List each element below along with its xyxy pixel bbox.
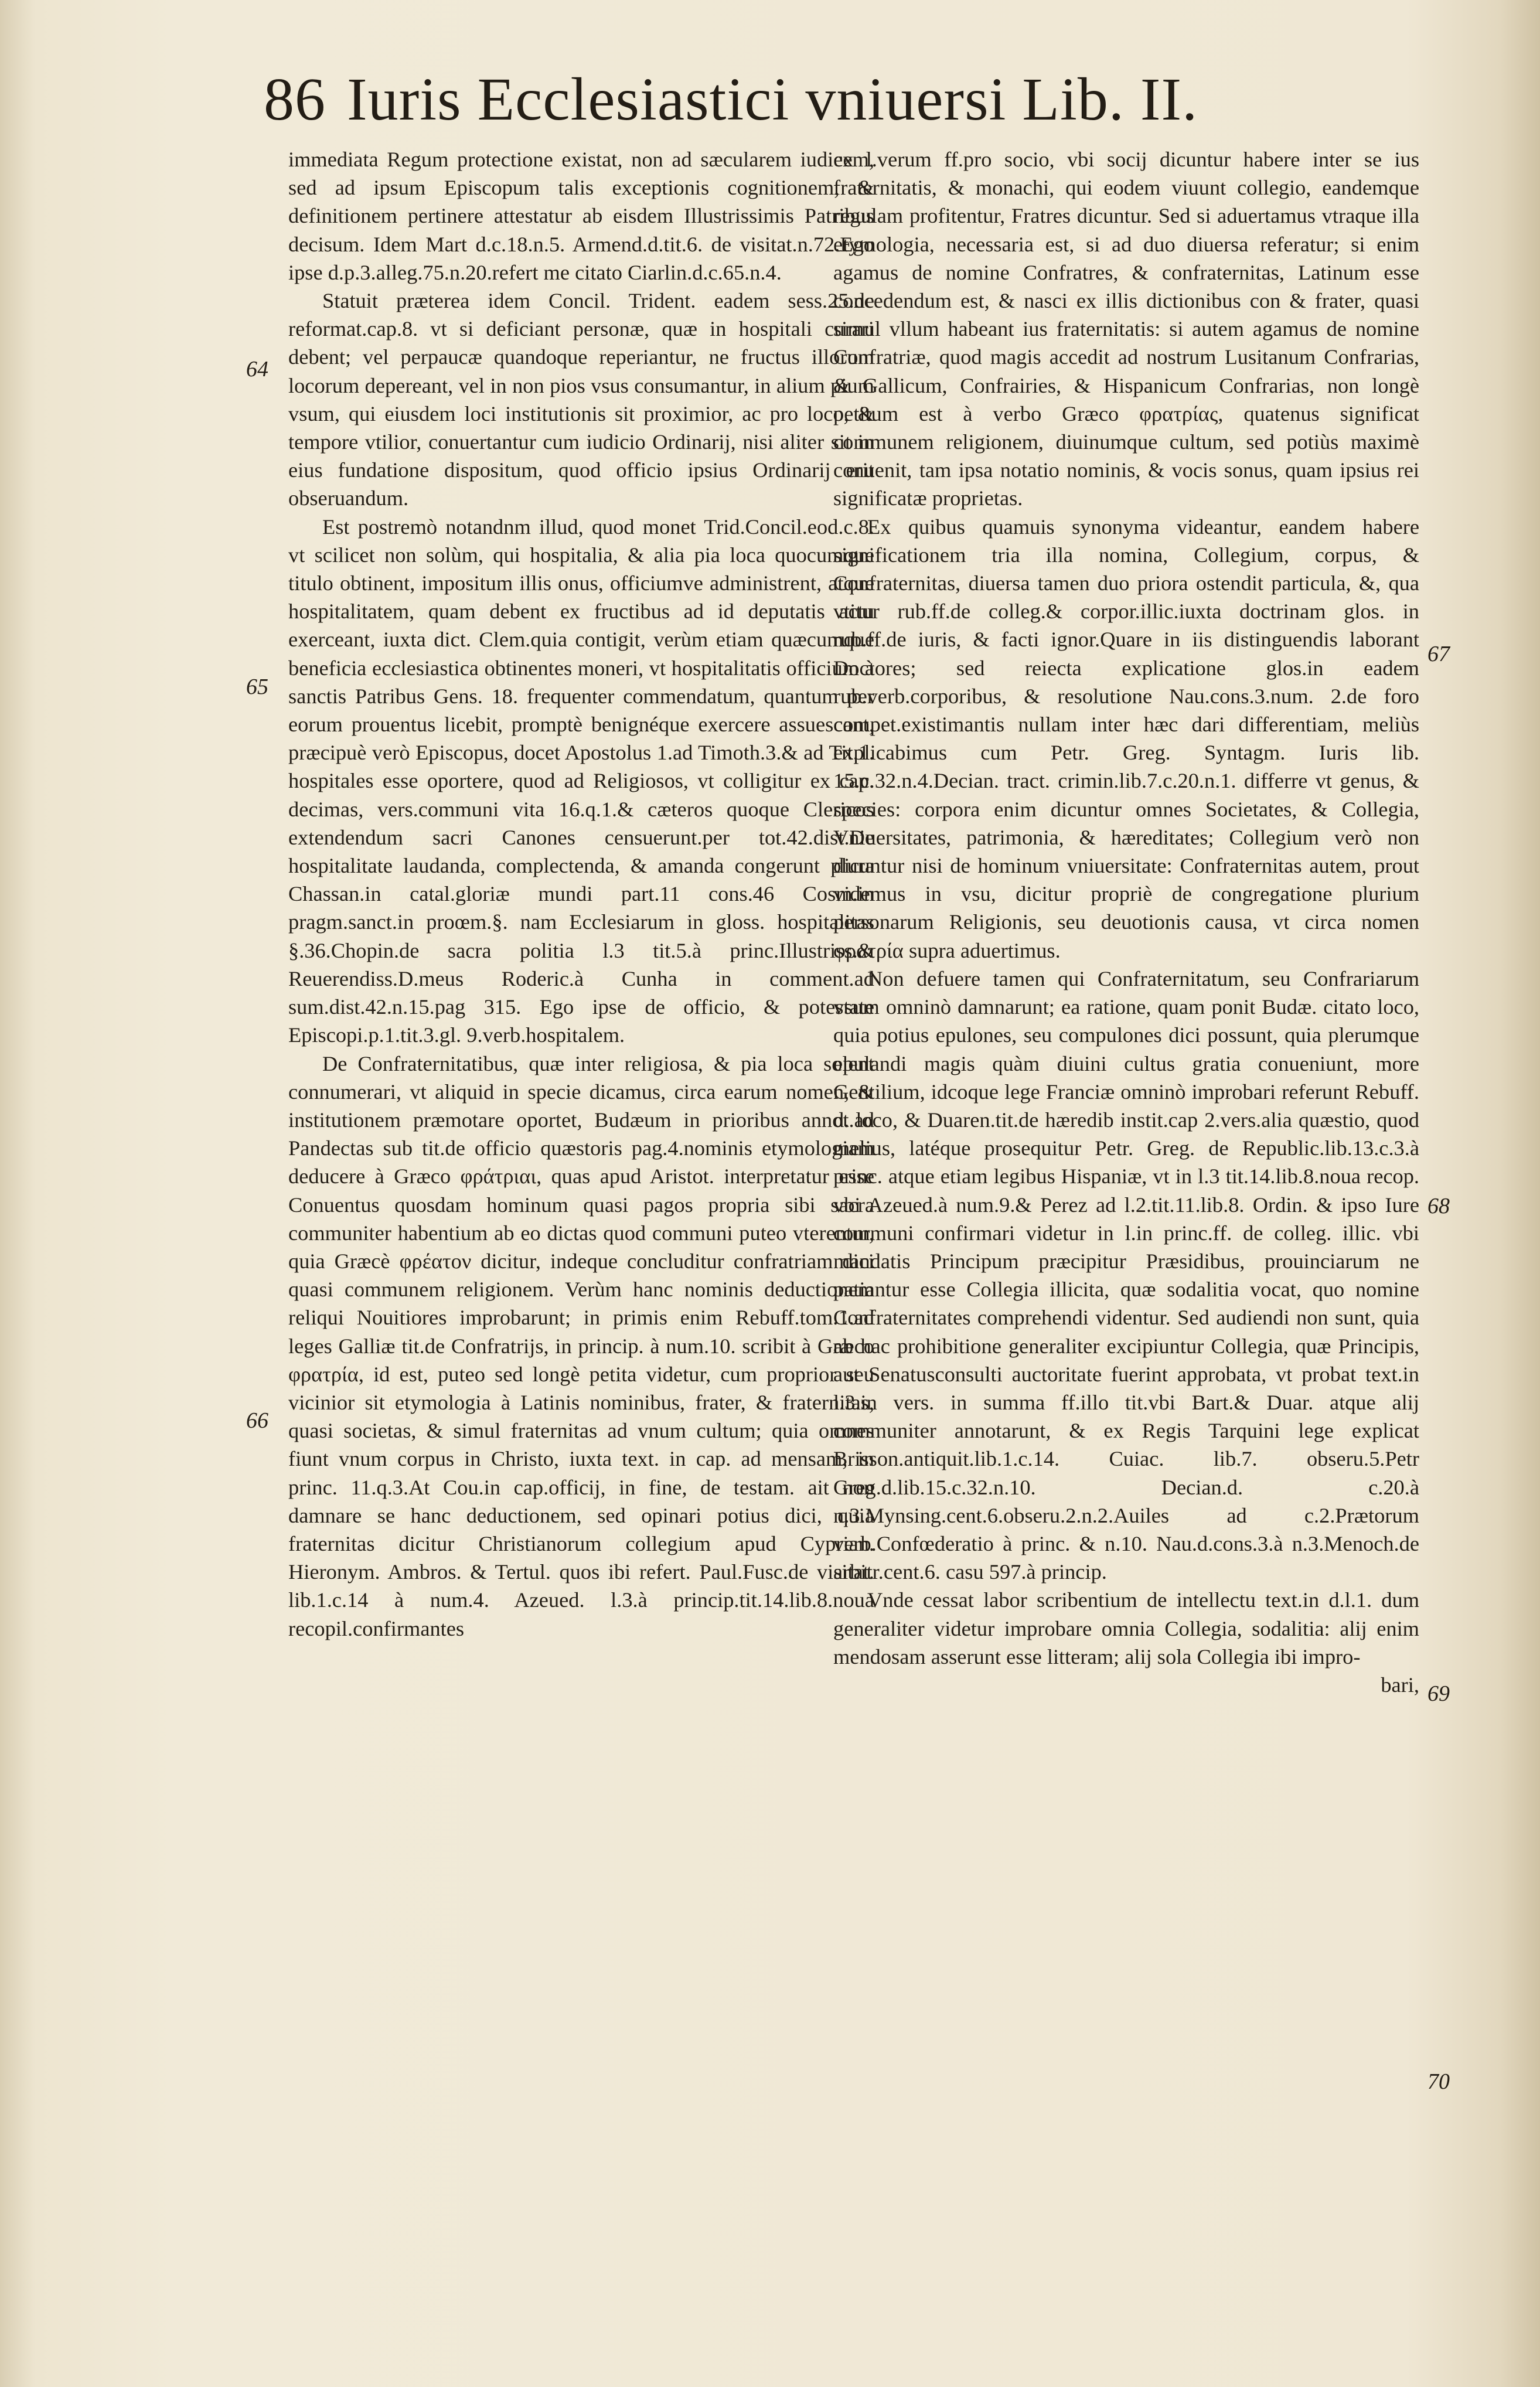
margin-number-65: 65 xyxy=(246,675,268,699)
right-paragraph-70: Vnde cessat labor scribentium de intellectu text.in d.l.1. dum generaliter videtur improbare omnia Collegia, sodalitia: alij enim mendosam asserunt esse litteram; alij sola Collegia ibi impro- xyxy=(833,1588,1419,1668)
margin-number-69: 69 xyxy=(1427,1681,1450,1706)
right-column xyxy=(833,145,1419,1699)
margin-number-64: 64 xyxy=(246,357,268,382)
left-paragraph-64: Statuit præterea idem Concil. Trident. eadem sess.25.de reformat.cap.8. vt si deficiant personæ, quæ in hospitali curari debent; vel perpaucæ quandoque reperiantur, ne fructus illorum locorum depereant, vel in non pios vsus consumantur, in alium pium vsum, qui eiusdem loci institutionis sit proximior, ac pro loco, & tempore vtilior, conuertantur cum iudicio Ordinarij, nisi aliter sit in eius fundatione dispositum, quod officio ipsius Ordinarij erit obseruandum. xyxy=(288,289,874,510)
margin-number-66: 66 xyxy=(246,1408,268,1433)
left-paragraph-65: Est postremò notandnm illud, quod monet Trid.Concil.eod.c.8. vt scilicet non solùm, qui hospitalia, & alia pia loca quocumque titulo obtinent, impositum illis onus, officiumve administrent, atque hospitalitatem, quam debent ex fructibus ad id deputatis actu exerceant, iuxta dict. Clem.quia contigit, verùm etiam quæcumque beneficia ecclesiastica obtinentes moneri, vt hospitalitatis officium à sanctis Patribus Gens. 18. frequenter commendatum, quantum per eorum prouentus licebit, promptè benignéque exercere assuescant, præcipuè verò Episcopus, docet Apostolus 1.ad Timoth.3.& ad Tit.1. hospitales esse oportere, quod ad Religiosos, vt colligitur ex cap. decimas, vers.communi vita 16.q.1.& cæteros quoque Clericos extendendum sacri Canones censuerunt.per tot.42.dist.De hospitalitate laudanda, complectenda, & amanda congerunt plura Chassan.in catal.gloriæ mundi part.11 cons.46 Cosm.in pragm.sanct.in proœm.§. nam Ecclesiarum in gloss. hospitalitas §.36.Chopin.de sacra politia l.3 tit.5.à princ.Illustriss.& Reuerendiss.D.meus Roderic.à Cunha in comment.ad sum.dist.42.n.15.pag 315. Ego ipse de officio, & potestate Episcopi.p.1.tit.3.gl. 9.verb.hospitalem. xyxy=(288,515,874,1047)
page-header xyxy=(264,64,1260,135)
page-number: 86 xyxy=(264,66,326,133)
right-paragraph-1: ex l.verum ff.pro socio, vbi socij dicuntur habere inter se ius fraternitatis, & monachi, qui eodem viuunt collegio, eandemque regulam profitentur, Fratres dicuntur. Sed si aduertamus vtraque illa etymologia, necessaria est, si ad duo diuersa referatur; si enim agamus de nomine Confratres, & confraternitas, Latinum esse concedendum est, & nasci ex illis dictionibus con & frater, quasi simul vllum habeant ius fraternitatis: si autem agamus de nomine Confratriæ, quod magis accedit ad nostrum Lusitanum Confrarias, & Gallicum, Confrairies, & Hispanicum Confrarias, non longè petitum est à verbo Græco φρατρίας, quatenus significat communem religionem, diuinumque cultum, sed potiùs maximè conuenit, tam ipsa notatio nominis, & vocis sonus, quam ipsius rei significatæ proprietas. xyxy=(833,148,1419,510)
left-column xyxy=(288,145,874,1643)
right-paragraph-68: Non defuere tamen qui Confraternitatum, seu Confrariarum vsum omninò damnarunt; ea ratione, quam ponit Budæ. citato loco, quia potius epulones, seu compulones dici possunt, quia plerumque epulandi magis quàm diuini cultus gratia conueniunt, more Gentilium, idcoque lege Franciæ omninò improbari referunt Rebuff. d. loco, & Duaren.tit.de hæredib instit.cap 2.vers.alia quæstio, quod melius, latéque prosequitur Petr. Greg. de Republic.lib.13.c.3.à princ. atque etiam legibus Hispaniæ, vt in l.3 tit.14.lib.8.noua recop. vbi Azeued.à num.9.& Perez ad l.2.tit.11.lib.8. Ordin. & ipso Iure communi confirmari videtur in l.in princ.ff. de colleg. illic. vbi mandatis Principum præcipitur Præsidibus, prouinciarum ne patiantur esse Collegia illicita, quæ sodalitia vocat, quo nomine Confraternitates comprehendi videntur. Sed audiendi non sunt, quia ab hac prohibitione generaliter excipiuntur Collegia, quæ Principis, aut Senatusconsulti auctoritate fuerint approbata, vt probat text.in l.3.in vers. in summa ff.illo tit.vbi Bart.& Duar. atque alij communiter annotarunt, & ex Regis Tarquini lege explicat Brisson.antiquit.lib.1.c.14. Cuiac. lib.7. obseru.5.Petr Greg.d.lib.15.c.32.n.10. Decian.d. c.20.à n.3.Mynsing.cent.6.obseru.2.n.2.Auiles ad c.2.Prætorum verb.Confœderatio à princ. & n.10. Nau.d.cons.3.à n.3.Menoch.de arbitr.cent.6. casu 597.à princip. xyxy=(833,966,1419,1584)
left-paragraph-66: De Confraternitatibus, quæ inter religiosa, & pia loca solent connumerari, vt aliquid in specie dicamus, circa earum nomen, & institutionem præmotare oportet, Budæum in prioribus annot.ad Pandectas sub tit.de officio quæstoris pag.4.nominis etymologiam deducere à Græco φράτριαι, quas apud Aristot. interpretatur esse Conuentus quosdam hominum quasi pagos propria sibi sacra communiter habentium ab eo dictas quod communi puteo vterentur, quia Græcè φρέατον dicitur, indeque concluditur confratriam dici quasi communem religionem. Verùm hanc nominis deductionem reliqui Nouitiores improbarunt; in primis enim Rebuff.tom.1.ad leges Galliæ tit.de Confratrijs, in princip. à num.10. scribit à Græco φρατρία, id est, puteo sed longè petita videtur, cum proprior seu vicinior sit etymologia à Latinis nominibus, frater, & fraternitas, quasi societas, & simul fraternitas ad vnum cultum; quia omnes fiunt vnum corpus in Christo, iuxta text. in cap. ad mensam, in princ. 11.q.3.At Cou.in cap.officij, in fine, de testam. ait non damnare se hanc deductionem, sed opinari potius dici, quia fraternitas dicitur Christianorum collegium apud Cyprian. Hieronym. Ambros. & Tertul. quos ibi refert. Paul.Fusc.de visitat. lib.1.c.14 à num.4. Azeued. l.3.à princip.tit.14.lib.8.noua recopil.confirmantes xyxy=(288,1051,874,1640)
left-paragraph-1: immediata Regum protectione existat, non ad sæcularem iudicem, sed ad ipsum Episcopum talis exceptionis cognitionem, & definitionem pertinere attestatur ab eisdem Illustrissimis Patribus decisum. Idem Mart d.c.18.n.5. Armend.d.tit.6. de visitat.n.72.Ego ipse d.p.3.alleg.75.n.20.refert me citato Ciarlin.d.c.65.n.4. xyxy=(288,148,874,284)
right-paragraph-67: Ex quibus quamuis synonyma videantur, eandem habere significationem tria illa nomina, Collegium, corpus, & Confraternitas, diuersa tamen duo priora ostendit particula, &, qua vtitur rub.ff.de colleg.& corpor.illic.iuxta doctrinam glos. in rub.ff.de iuris, & facti ignor.Quare in iis distinguendis laborant Doctores; sed reiecta explicatione glos.in eadem rub.verb.corporibus, & resolutione Nau.cons.3.num. 2.de foro compet.existimantis nullam inter hæc dari differentiam, meliùs explicabimus cum Petr. Greg. Syntagm. Iuris lib. 15.c.32.n.4.Decian. tract. crimin.lib.7.c.20.n.1. differre vt genus, & species: corpora enim dicuntur omnes Societates, & Collegia, Vniuersitates, patrimonia, & hæreditates; Collegium verò non dicuntur nisi de hominum vniuersitate: Confraternitas autem, prout videmus in vsu, dicitur propriè de congregatione plurium personarum Religionis, seu deuotionis causa, vt circa nomen φρατρία supra aduertimus. xyxy=(833,515,1419,962)
margin-number-67: 67 xyxy=(1427,642,1450,666)
catchword: bari, xyxy=(1381,1673,1419,1697)
margin-number-68: 68 xyxy=(1427,1194,1450,1218)
margin-number-70: 70 xyxy=(1427,2069,1450,2094)
running-title: Iuris Ecclesiastici vniuersi Lib. II. xyxy=(347,66,1198,133)
